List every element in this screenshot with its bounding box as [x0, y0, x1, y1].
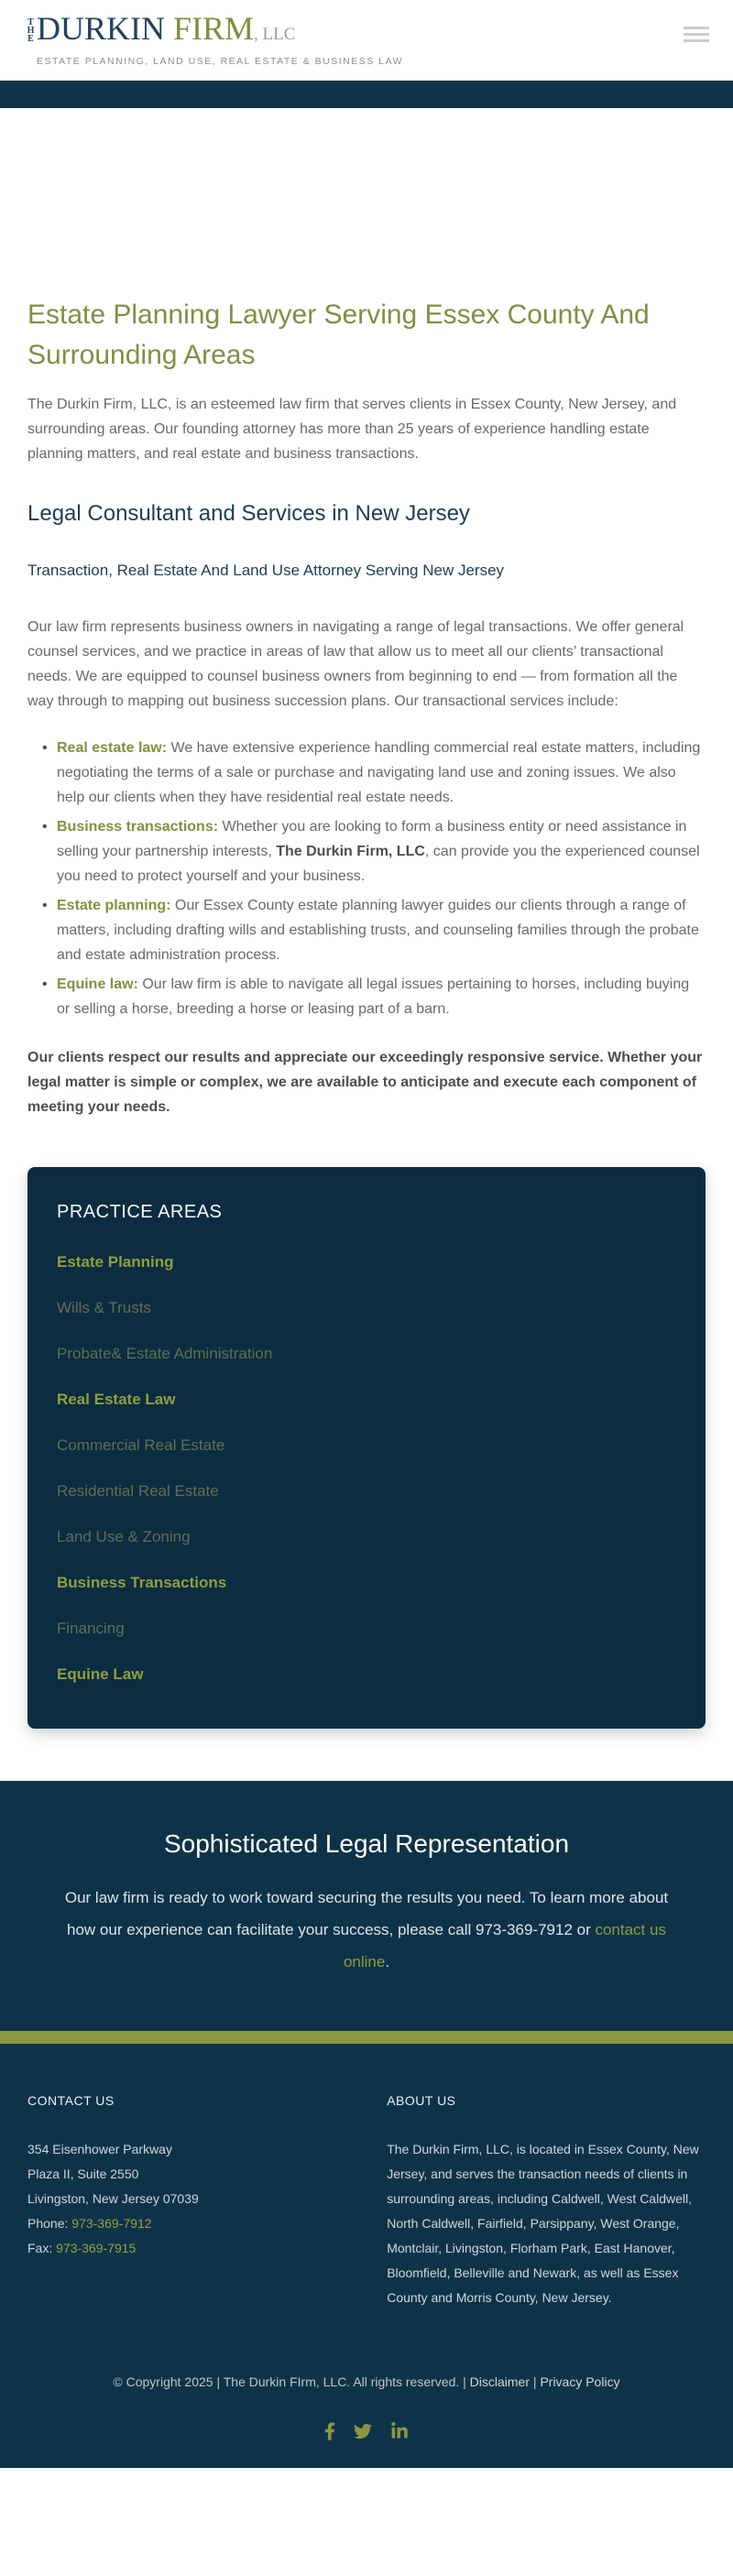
fax-label: Fax:	[27, 2241, 57, 2255]
contact-us-heading: CONTACT US	[27, 2093, 115, 2108]
address-line: Plaza II, Suite 2550	[27, 2167, 139, 2181]
phone-label: Phone:	[27, 2216, 72, 2231]
firm-logo[interactable]	[26, 10, 403, 67]
menu-hamburger-icon[interactable]	[684, 27, 709, 46]
copyright-text: © Copyright 2025 | The Durkin FIrm, LLC. All rights reserved. |	[113, 2374, 470, 2389]
practice-link-probate-estate-administration[interactable]: Probate& Estate Administration	[57, 1345, 273, 1362]
practice-link-estate-planning[interactable]: Estate Planning	[57, 1253, 174, 1271]
closing-paragraph: Our clients respect our results and appreciate our exceedingly responsive service. Whether your legal matter is simple or complex, we are available to anticipate and execute each component of meeting your needs.	[27, 1050, 703, 1115]
intro-paragraph: The Durkin Firm, LLC, is an esteemed law firm that serves clients in Essex County, New Jersey, and surrounding areas. Our founding attorney has more than 25 years of experience handling estate planning matters, and real estate and business transactions.	[27, 397, 677, 462]
cta-title: Sophisticated Legal Representation	[163, 1829, 570, 1858]
copyright-line	[27, 2374, 706, 2389]
privacy-policy-link[interactable]: Privacy Policy	[540, 2374, 620, 2389]
service-text: We have extensive experience handling commercial real estate matters, including negotiating the terms of a sale or purchase and navigating land use and zoning issues. We also help our clients when they have residential real estate needs.	[57, 740, 701, 805]
service-label: Business transactions:	[57, 819, 219, 835]
footer-columns	[27, 2093, 706, 2310]
cta-text-before: Our law firm is ready to work toward securing the results you need. To learn more about how our experience can facilitate your success, please call 973-369-7912 or	[64, 1889, 669, 1938]
practice-link-residential-real-estate[interactable]: Residential Real Estate	[57, 1482, 219, 1500]
logo-llc-text: , LLC	[254, 25, 296, 44]
social-links	[27, 2422, 706, 2440]
twitter-icon[interactable]	[354, 2422, 372, 2440]
service-text: Whether you are looking to form a business entity or need assistance in selling your partnership interests,	[57, 819, 687, 859]
page-title: Estate Planning Lawyer Serving Essex County And Surrounding Areas	[27, 300, 650, 370]
disclaimer-link[interactable]: Disclaimer	[469, 2374, 531, 2389]
logo-firm-text: FIRM	[165, 10, 255, 47]
services-list	[27, 736, 706, 1021]
cta-text	[55, 1882, 678, 1978]
practice-areas-title: PRACTICE AREAS	[57, 1202, 223, 1222]
copyright-separator: |	[530, 2374, 541, 2389]
service-text: , can provide you the experienced counsel you need to protect yourself and your business.	[57, 844, 700, 884]
practice-link-real-estate-law[interactable]: Real Estate Law	[57, 1391, 176, 1408]
sub-heading: Transaction, Real Estate And Land Use Attorney Serving New Jersey	[27, 562, 505, 579]
bottom-whitespace	[0, 2468, 733, 2547]
contact-us-online-link[interactable]: contact us online	[343, 1921, 666, 1970]
practice-link-commercial-real-estate[interactable]: Commercial Real Estate	[57, 1436, 225, 1454]
list-item	[37, 893, 706, 967]
fax-link[interactable]: 973-369-7915	[56, 2241, 137, 2255]
linkedin-icon[interactable]	[390, 2422, 409, 2440]
olive-divider-bar	[0, 2031, 733, 2044]
fax-line	[27, 2236, 346, 2261]
site-header	[0, 0, 733, 81]
list-item	[37, 972, 706, 1021]
main-content	[0, 295, 733, 1729]
list-item	[37, 814, 706, 889]
about-us-text: The Durkin Firm, LLC, is located in Essex County, New Jersey, and serves the transaction needs of clients in surrounding areas, including Caldwell, West Caldwell, North Caldwell, Fairfield, Parsippany, West Orange, Montclair, Livingston, Florham Park, East Hanover, Bloomfield, Belleville and Newark, as well as Essex County and Morris County, New Jersey.	[387, 2142, 699, 2305]
navigation-bar	[0, 81, 733, 108]
address-line: 354 Eisenhower Parkway	[27, 2142, 172, 2156]
phone-link[interactable]: 973-369-7912	[71, 2216, 152, 2231]
practice-link-wills-trusts[interactable]: Wills & Trusts	[57, 1299, 151, 1316]
section-heading: Legal Consultant and Services in New Jersey	[27, 501, 470, 526]
logo-the-text: THE	[26, 17, 36, 42]
practice-link-equine-law[interactable]: Equine Law	[57, 1665, 144, 1683]
list-item	[37, 736, 706, 810]
service-label: Real estate law:	[57, 740, 168, 756]
practice-areas-list	[57, 1254, 678, 1683]
practice-link-land-use-zoning[interactable]: Land Use & Zoning	[57, 1528, 191, 1545]
logo-tagline: ESTATE PLANNING, LAND USE, REAL ESTATE & BUSINESS LAW	[37, 56, 404, 67]
logo-durkin-text: DURKIN	[37, 10, 165, 47]
phone-line	[27, 2211, 346, 2236]
facebook-icon[interactable]	[324, 2422, 335, 2440]
cta-text-after: .	[385, 1953, 390, 1970]
footer-about-column	[387, 2093, 706, 2310]
practice-areas-card	[27, 1167, 706, 1729]
firm-name-emphasis: The Durkin Firm, LLC	[276, 844, 425, 859]
footer-contact-column	[27, 2093, 346, 2310]
service-label: Equine law:	[57, 977, 138, 992]
cta-band	[0, 1781, 733, 2031]
services-intro-paragraph: Our law firm represents business owners in navigating a range of legal transactions. We offer general counsel services, and we practice in areas of law that allow us to meet all our clients’ transactional needs. We are equipped to counsel business owners from beginning to end — from formation all the way through to mapping out business succession plans. Our transactional services include:	[27, 619, 684, 709]
footer	[0, 2044, 733, 2468]
service-text: Our Essex County estate planning lawyer guides our clients through a range of matters, including drafting wills and establishing trusts, and counseling families through the probate and estate administration process.	[57, 898, 699, 963]
logo-wordmark	[37, 10, 295, 47]
practice-link-financing[interactable]: Financing	[57, 1620, 125, 1637]
practice-link-business-transactions[interactable]: Business Transactions	[57, 1574, 227, 1591]
address-line: Livingston, New Jersey 07039	[27, 2191, 199, 2206]
about-us-heading: ABOUT US	[387, 2093, 456, 2108]
service-label: Estate planning:	[57, 898, 171, 913]
service-text: Our law firm is able to navigate all legal issues pertaining to horses, including buying or selling a horse, breeding a horse or leasing part of a barn.	[57, 977, 690, 1017]
